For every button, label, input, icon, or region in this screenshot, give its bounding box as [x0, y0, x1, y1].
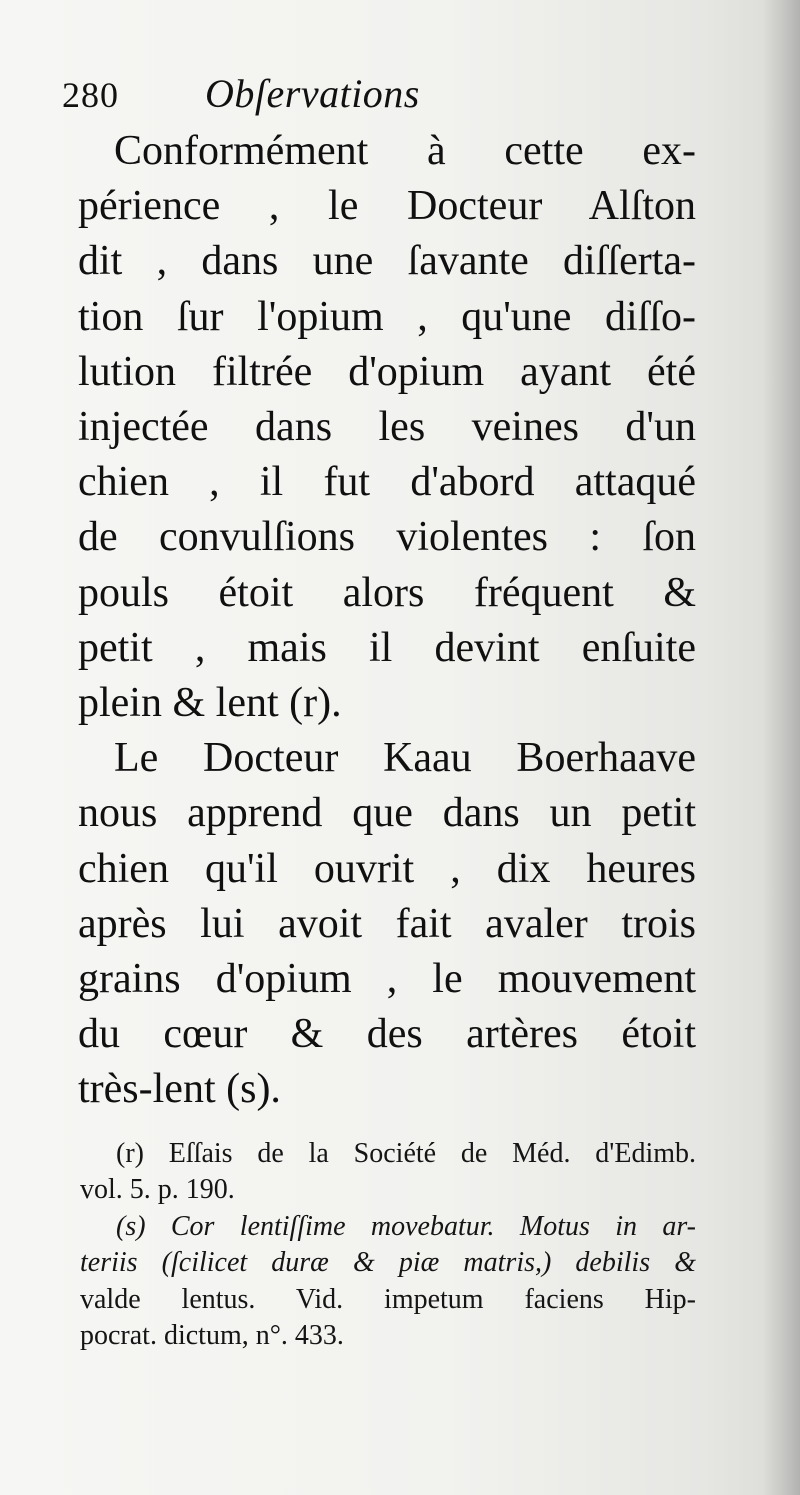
text-line: injectée dans les veines d'un — [78, 404, 696, 451]
text-line: Conformément à cette ex- — [114, 128, 696, 174]
text-line: très-lent (s). — [78, 1066, 281, 1113]
main-text — [78, 124, 696, 1118]
text-line: tion ſur l'opium , qu'une diſſo- — [78, 293, 696, 340]
text-line: de convulſions violentes : ſon — [78, 514, 696, 561]
text-line: chien , il fut d'abord attaqué — [78, 459, 696, 506]
text-line: nous apprend que dans un petit — [78, 790, 696, 837]
running-title: Obſervations — [205, 71, 420, 116]
text-line: petit , mais il devint enſuite — [78, 624, 696, 671]
footnote-line: (r) Eſſais de la Société de Méd. d'Edimb. — [116, 1138, 696, 1169]
text-line: après lui avoit fait avaler trois — [78, 900, 696, 947]
page-header — [62, 70, 420, 120]
text-line: grains d'opium , le mouvement — [78, 956, 696, 1003]
text-line: pouls étoit alors fréquent & — [78, 569, 696, 616]
footnotes — [80, 1136, 696, 1354]
text-line: lution filtrée d'opium ayant été — [78, 348, 696, 395]
footnote-line: (s) Cor lentiſſime movebatur. Motus in ar- — [116, 1210, 696, 1242]
text-line: plein & lent (r). — [78, 680, 342, 727]
footnote-line: teriis (ſcilicet duræ & piæ matris,) debilis & — [80, 1247, 696, 1279]
footnote-line: valde lentus. Vid. impetum faciens Hip- — [80, 1283, 696, 1315]
text-line: chien qu'il ouvrit , dix heures — [78, 845, 696, 892]
footnote-line: vol. 5. p. 190. — [80, 1174, 235, 1206]
page-edge-shadow — [762, 0, 800, 1495]
page-number: 280 — [62, 75, 119, 115]
text-line: dit , dans une ſavante diſſerta- — [78, 238, 696, 285]
text-line: Le Docteur Kaau Boerhaave — [114, 735, 696, 782]
text-line: périence , le Docteur Alſton — [78, 183, 696, 230]
footnote-line: pocrat. dictum, n°. 433. — [80, 1320, 344, 1352]
text-line: du cœur & des artères étoit — [78, 1011, 696, 1058]
